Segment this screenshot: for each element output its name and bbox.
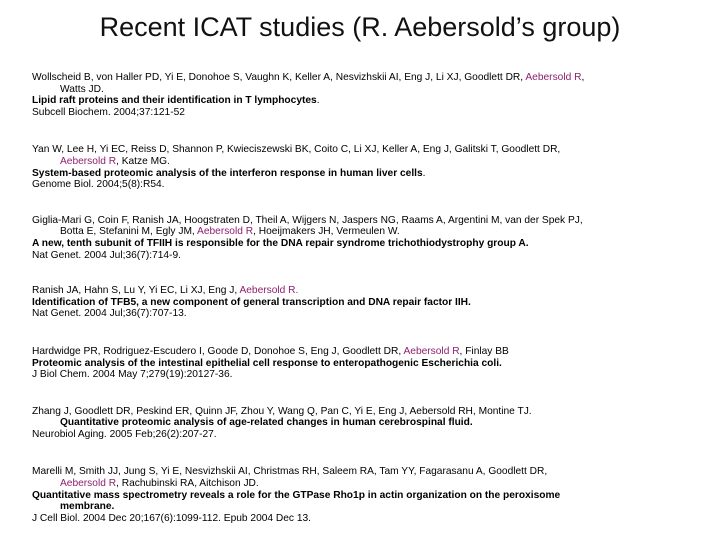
reference-authors: Yan W, Lee H, Yi EC, Reiss D, Shannon P, Kwieciszewski BK, Coito C, Li XJ, Keller A, Eng J, Galitski T, Goodlett DR, — [32, 144, 561, 156]
reference-authors: Zhang J, Goodlett DR, Peskind ER, Quinn JF, Zhou Y, Wang Q, Pan C, Yi E, Eng J, Aebersold RH, Montine TJ. — [32, 405, 532, 417]
reference-authors-continued: Aebersold R, Katze MG. — [60, 155, 170, 167]
reference-title: Lipid raft proteins and their identification in T lymphocytes. — [32, 95, 320, 107]
reference-source: Subcell Biochem. 2004;37:121-52 — [32, 106, 185, 118]
reference-authors-continued: Botta E, Stefanini M, Egly JM, Aebersold R, Hoeijmakers JH, Vermeulen W. — [60, 226, 400, 238]
reference-source: Neurobiol Aging. 2005 Feb;26(2):207-27. — [32, 428, 217, 440]
reference-list — [32, 72, 697, 550]
page-title: Recent ICAT studies (R. Aebersold’s group) — [99, 12, 621, 42]
highlighted-author: Aebersold R — [60, 155, 117, 167]
highlighted-author: Aebersold R — [60, 478, 117, 490]
reference-item — [32, 406, 697, 441]
reference-item — [32, 144, 697, 190]
reference-source: J Cell Biol. 2004 Dec 20;167(6):1099-112. Epub 2004 Dec 13. — [32, 512, 312, 524]
reference-authors: Marelli M, Smith JJ, Jung S, Yi E, Nesvizhskii AI, Christmas RH, Saleem RA, Tam YY, Fagarasanu A, Goodlett DR, — [32, 466, 548, 478]
reference-source: Nat Genet. 2004 Jul;36(7):707-13. — [32, 308, 187, 320]
reference-authors-continued: Watts JD. — [60, 83, 104, 95]
reference-title: Quantitative mass spectrometry reveals a role for the GTPase Rho1p in actin organization on the peroxisome — [32, 489, 561, 501]
highlighted-author: Aebersold R — [197, 226, 254, 238]
reference-source: Nat Genet. 2004 Jul;36(7):714-9. — [32, 249, 181, 261]
reference-source: Genome Biol. 2004;5(8):R54. — [32, 179, 165, 191]
reference-item — [32, 215, 697, 261]
reference-title: System-based proteomic analysis of the interferon response in human liver cells. — [32, 167, 426, 179]
reference-source: J Biol Chem. 2004 May 7;279(19):20127-36. — [32, 369, 233, 381]
reference-title: Quantitative proteomic analysis of age-related changes in human cerebrospinal fluid. — [60, 417, 473, 429]
reference-authors: Hardwidge PR, Rodriguez-Escudero I, Goode D, Donohoe S, Eng J, Goodlett DR, Aebersold R, Finlay BB — [32, 345, 509, 357]
reference-title: A new, tenth subunit of TFIIH is responsible for the DNA repair syndrome trichothiodystrophy group A. — [32, 237, 529, 249]
highlighted-author: Aebersold R — [403, 345, 460, 357]
reference-authors: Ranish JA, Hahn S, Lu Y, Yi EC, Li XJ, Eng J, Aebersold R. — [32, 285, 299, 297]
highlighted-author: Aebersold R. — [239, 285, 299, 297]
reference-title: Identification of TFB5, a new component of general transcription and DNA repair factor IIH. — [32, 296, 471, 308]
reference-title: Proteomic analysis of the intestinal epithelial cell response to enteropathogenic Escherichia coli. — [32, 357, 502, 369]
reference-title-continued: membrane. — [60, 501, 115, 513]
reference-authors: Wollscheid B, von Haller PD, Yi E, Donohoe S, Vaughn K, Keller A, Nesvizhskii AI, Eng J, Li XJ, Goodlett DR, Aebersold R, — [32, 72, 585, 83]
reference-authors: Giglia-Mari G, Coin F, Ranish JA, Hoogstraten D, Theil A, Wijgers N, Jaspers NG, Raams A, Argentini M, van der Spek PJ, — [32, 214, 583, 226]
highlighted-author: Aebersold R — [525, 72, 582, 83]
reference-item — [32, 466, 697, 524]
reference-item — [32, 285, 697, 320]
reference-item — [32, 72, 697, 118]
reference-item — [32, 346, 697, 381]
reference-authors-continued: Aebersold R, Rachubinski RA, Aitchison JD. — [60, 478, 259, 490]
